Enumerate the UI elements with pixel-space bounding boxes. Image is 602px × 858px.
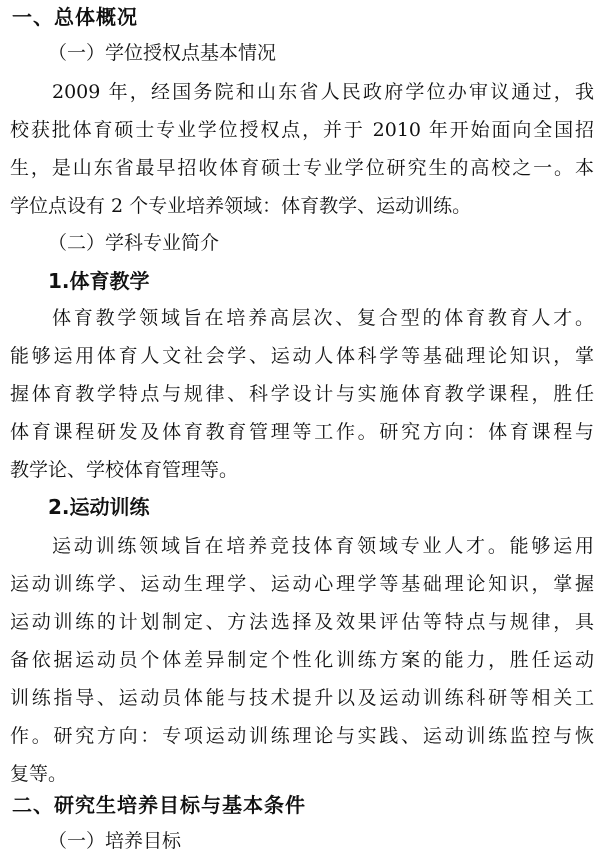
paragraph-line: 教学论、学校体育管理等。 (10, 459, 239, 481)
paragraph-line: 训练指导、运动员体能与技术提升以及运动训练科研等相关工 (10, 687, 594, 709)
subsection-heading-discipline-intro: （二）学科专业简介 (48, 232, 220, 254)
paragraph-line: 校获批体育硕士专业学位授权点，并于 2010 年开始面向全国招 (10, 119, 594, 141)
section-heading-overview: 一、总体概况 (12, 5, 138, 29)
paragraph-line: 学位点设有 2 个专业培养领域：体育教学、运动训练。 (10, 195, 472, 217)
paragraph-line: 生，是山东省最早招收体育硕士专业学位研究生的高校之一。本 (10, 157, 594, 179)
paragraph-line: 作。研究方向：专项运动训练理论与实践、运动训练监控与恢 (10, 725, 594, 747)
paragraph-line: 握体育教学特点与规律、科学设计与实施体育教学课程，胜任 (10, 383, 594, 405)
field-heading-sports-training: 2.运动训练 (48, 495, 150, 519)
paragraph-line: 复等。 (10, 763, 68, 785)
paragraph-line: 运动训练的计划制定、方法选择及效果评估等特点与规律，具 (10, 611, 594, 633)
paragraph-line: 2009 年，经国务院和山东省人民政府学位办审议通过，我 (52, 81, 594, 103)
paragraph-line: 体育课程研发及体育教育管理等工作。研究方向：体育课程与 (10, 421, 594, 443)
paragraph-line: 体育教学领域旨在培养高层次、复合型的体育教育人才。 (52, 307, 594, 329)
field-heading-pe-teaching: 1.体育教学 (48, 269, 150, 293)
paragraph-line: 运动训练学、运动生理学、运动心理学等基础理论知识，掌握 (10, 573, 594, 595)
subsection-heading-training-objectives: （一）培养目标 (48, 830, 182, 852)
subsection-heading-degree-authorization: （一）学位授权点基本情况 (48, 42, 277, 64)
paragraph-line: 备依据运动员个体差异制定个性化训练方案的能力，胜任运动 (10, 649, 594, 671)
paragraph-line: 运动训练领域旨在培养竞技体育领域专业人才。能够运用 (52, 535, 594, 557)
section-heading-training-goals: 二、研究生培养目标与基本条件 (12, 793, 306, 817)
paragraph-line: 能够运用体育人文社会学、运动人体科学等基础理论知识，掌 (10, 345, 594, 367)
